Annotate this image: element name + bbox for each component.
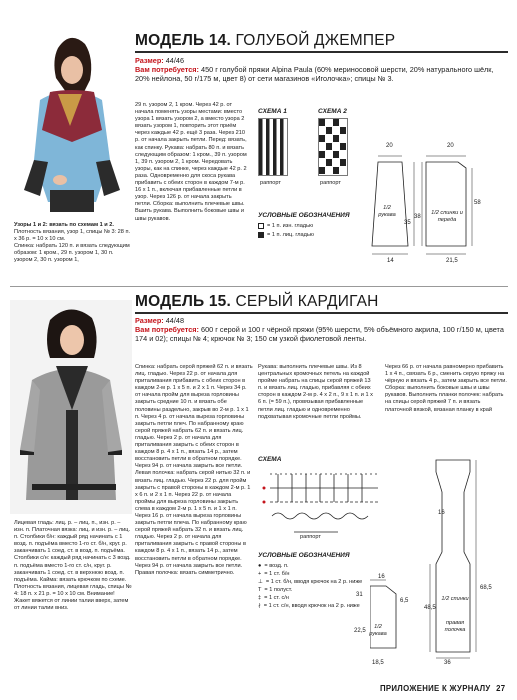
single-crochet-icon: + bbox=[258, 571, 262, 577]
model15-crochet-chart bbox=[258, 466, 388, 540]
m15-dim-6-5: 6,5 bbox=[400, 598, 409, 604]
model15-garment-diagram bbox=[370, 452, 508, 664]
legend-dc-below: ∤ = 1 ст. с/н, вводя крючок на 2 р. ниже bbox=[258, 603, 360, 609]
model14-instructions: 29 п. узором 2, 1 кром. Через 42 р. от начала поменять узоры местами: вместо узора 1 вязать узором 2, а вместо узора 2 вязать узором 1, повторить этот приём через каждые 42 р. ещё 3 раза. Через 210 р. от начала закрыть петли. Перед: вязать, как спинку. Рукава: набрать 80 п. и вязать следующим образом: 1 кром., 39 п. узором 1, 39 п. узором 2, 1 кром. Чередовать узоры, как на спинке, через каждые 42 р. 2 раза. Одновременно для скоса рукава прибавить с обеих сторон в каждом 7-м р. 16 х 1 п., включая прибавленные петли в узор. Через 126 р. от начала закрыть петли. Сборка: выполнить плечевые швы. Вшить рукава. Выполнить боковые швы и швы рукавов. bbox=[135, 102, 247, 222]
model14-patterns: Узоры 1 и 2: вязать по схемам 1 и 2. bbox=[14, 222, 114, 228]
model14-scheme1-grid bbox=[258, 118, 288, 176]
model15-size-label: Размер: bbox=[135, 316, 164, 325]
model15-need-label: Вам потребуется: bbox=[135, 325, 199, 335]
model14-back-start: Спинка: набрать 120 п. и вязать следующим образом: 1 кром., 29 п. узором 1, 30 п. узором 2, 30 п. узором 1, bbox=[14, 243, 130, 264]
model14-title-number: МОДЕЛЬ 14. bbox=[135, 32, 232, 49]
model15-middle-column bbox=[135, 364, 253, 577]
model14-photo bbox=[10, 30, 132, 212]
model15-title-number: МОДЕЛЬ 15. bbox=[135, 293, 232, 310]
model15-size-value: 44/48 bbox=[165, 316, 185, 325]
footer-label: ПРИЛОЖЕНИЕ К ЖУРНАЛУ bbox=[380, 684, 491, 693]
model14-legend-purl: = 1 п. изн. гладью bbox=[258, 222, 313, 230]
m15-dim-16b: 16 bbox=[378, 574, 385, 580]
m15-dim-36: 36 bbox=[444, 660, 451, 666]
m15-sleeve-label: 1/2 рукава bbox=[369, 624, 387, 638]
m15-dim-31: 31 bbox=[356, 592, 363, 598]
model15-rapport: раппорт bbox=[300, 534, 321, 540]
m15-back-label: 1/2 спинки bbox=[441, 596, 469, 602]
model15-right-column-a bbox=[258, 364, 376, 421]
model14-middle-column bbox=[135, 102, 247, 223]
model14-scheme1-title: СХЕМА 1 bbox=[258, 108, 287, 115]
model14-left-column bbox=[14, 222, 132, 265]
m14-dim-20a: 20 bbox=[386, 143, 393, 149]
model14-specs bbox=[135, 56, 507, 84]
model15-left-column bbox=[14, 520, 132, 612]
model14-scheme2-rapport: раппорт bbox=[320, 180, 341, 186]
model15-legend-title: УСЛОВНЫЕ ОБОЗНАЧЕНИЯ bbox=[258, 552, 350, 559]
model14-title bbox=[135, 32, 395, 50]
section-divider bbox=[10, 286, 508, 287]
purl-symbol-icon bbox=[258, 223, 264, 229]
legend-sc-below: ⊥ = 1 ст. б/н, вводя крючок на 2 р. ниже bbox=[258, 579, 363, 585]
m14-dim-38: 38 bbox=[414, 214, 421, 220]
single-crochet-below-icon: ⊥ bbox=[258, 579, 263, 585]
model14-need-value: 450 г голубой пряжи Alpina Paula (60% мериносовой шерсти, 20% натурального шёлк, 20% нейлона, 50 г/175 м, цвет 8) от сети магазинов «Иголочка»; спицы № 3. bbox=[135, 65, 494, 84]
m15-front-label: правая полочка bbox=[444, 620, 466, 634]
model14-gauge: Плотность вязания, узор 1, спицы № 3: 28 п. х 36 р. = 10 х 10 см. bbox=[14, 229, 131, 243]
m14-dim-21-5: 21,5 bbox=[446, 258, 458, 264]
m14-dim-20b: 20 bbox=[447, 143, 454, 149]
double-crochet-icon: ‡ bbox=[258, 595, 262, 601]
model15-specs bbox=[135, 316, 507, 344]
model14-size-label: Размер: bbox=[135, 56, 164, 65]
model15-stitches: Лицевая гладь: лиц. р. – лиц. п., изн. р. – изн. п. Платочная вязка: лиц. и изн. р. – лиц. п. Столбики б/н: каждый ряд начинать с 1 возд. п. подъёма вместо 1-го ст. б/н, круг. р. заканчивать 1 соед. ст. в возд. п. подъёма. Столбики с/н: каждый ряд начинать с 3 возд. п. подъёма вместо 1-го ст. с/н, круг. р. заканчивать 1 соед. ст. в верхнюю возд. п. подъёма. Кайма: вязать крючком по схеме. Плотность вязания, лицевая гладь, спицы № 4: 18 п. х 21 р. = 10 х 10 см. Внимание! Жакет вяжется от линии талии вверх, затем от линии талии вниз. bbox=[14, 520, 132, 612]
model15-sleeves: Рукава: выполнить плечевые швы. Из 8 центральных кромочных петель на каждой пройме набрать на спицы серой пряжей 13 п. и вязать лиц. гладью, прибавляя с обеих сторон в каждом 2-м р. 4 х 2 п., 9 х 1 п. и 1 х 6 п. (= 59 п.), провязывая прибавленные петли лиц. гладью и одновременно подхватывая кромочные петли проймы. bbox=[258, 364, 373, 420]
model15-instructions: Спинка: набрать серой пряжей 62 п. и вязать лиц. гладью. Через 22 р. от начала для приталивания прибавить с обеих сторон в каждом 2-м р. 1 х 5 п. и 2 х 1 п. Через 34 р. от начала пройм для выреза горловины закрыть средние 10 п. и вязать обе половины раздельно, закрыв во 2-м р. 1 х 1 п. Через 4 р. от начала выреза горловины закрыть петли плеч. По набранному краю серой пряжей набрать 62 п. и вязать лиц. гладью. Через 2 р. от начала для приталивания закрыть с обеих сторон в каждом 8 р. 4 х 1 п., вязать 14 р., затем восстановить петли в обратном порядке. Через 94 р. от начала закрыть все петли. Левая полочка: набрать серой нитью 32 п. и вязать лиц. гладью. Через 22 р. для пройм закрыть с правой стороны в каждом 2-м р. 1 х 6 п. и 2 х 1 п. Через 22 р. от начала проймы для выреза горловины закрыть слева в каждом 2-м р. 1 х 5 п. и 1 х 1 п. Через 16 р. от начала выреза горловины закрыть петли плеча. По набранному краю серой пряжей набрать 32 п. и вязать лиц. гладью. Через 2 р. от начала для приталивания закрыть с правой стороны в каждом 8 р. 4 х 1 п., вязать 14 р., затем восстановить петли в обратном порядке. Через 94 р. от начала закрыть все петли. Правая полочка: вязать симметрично. bbox=[135, 364, 253, 576]
m14-dim-14: 14 bbox=[387, 258, 394, 264]
m14-back-label: 1/2 спинки и переда bbox=[431, 210, 463, 224]
page-footer bbox=[380, 684, 505, 693]
m14-dim-35: 35 bbox=[404, 220, 411, 226]
model15-need-value: 600 г серой и 100 г чёрной пряжи (95% шерсти, 5% объёмного акрила, 100 г/150 м, цвета 174 и 02); спицы № 4; крючок № 3; 150 см узкой фиолетовой ленты. bbox=[135, 325, 504, 344]
model14-scheme2-title: СХЕМА 2 bbox=[318, 108, 347, 115]
model15-scheme-title: СХЕМА bbox=[258, 456, 282, 463]
model14-scheme1-rapport: раппорт bbox=[260, 180, 281, 186]
model14-scheme2-grid bbox=[318, 118, 348, 176]
m14-sleeve-label: 1/2 рукава bbox=[378, 205, 396, 219]
double-crochet-below-icon: ∤ bbox=[258, 603, 261, 609]
model15-legend-list bbox=[258, 562, 368, 610]
m14-dim-58: 58 bbox=[474, 200, 481, 206]
legend-hdc: T = 1 полуст. bbox=[258, 587, 293, 593]
model15-title-rule bbox=[135, 312, 508, 314]
m15-dim-18-5: 18,5 bbox=[372, 660, 384, 666]
legend-chain: ● = возд. п. bbox=[258, 563, 289, 569]
m15-dim-68-5: 68,5 bbox=[480, 585, 492, 591]
knit-symbol-icon bbox=[258, 232, 264, 238]
model14-title-name: ГОЛУБОЙ ДЖЕМПЕР bbox=[235, 32, 396, 49]
model14-legend-title: УСЛОВНЫЕ ОБОЗНАЧЕНИЯ bbox=[258, 212, 350, 219]
half-double-icon: T bbox=[258, 587, 262, 593]
page-number: 27 bbox=[496, 684, 506, 693]
model15-title-name: СЕРЫЙ КАРДИГАН bbox=[235, 293, 379, 310]
m15-dim-22-5: 22,5 bbox=[354, 628, 366, 634]
legend-dc: ‡ = 1 ст. с/н bbox=[258, 595, 289, 601]
model15-title bbox=[135, 293, 379, 311]
model14-legend-knit: = 1 п. лиц. гладью bbox=[258, 231, 314, 239]
model15-right-column-b bbox=[385, 364, 507, 414]
model15-assembly: Через 66 р. от начала равномерно прибавить 1 х 4 п., связать 6 р., сменить серую пряжу на чёрную и вязать 4 р., затем закрыть все петли. Сборка: выполнить боковые швы и швы рукавов. Выполнить планки полочек: набрать на спицы серой пряжей 7 п. и вязать платочной вязкой, вязаная планку в край bbox=[385, 364, 507, 413]
chain-stitch-icon: ● bbox=[258, 563, 262, 569]
m15-dim-48-5: 48,5 bbox=[424, 605, 436, 611]
model14-size-value: 44/46 bbox=[165, 56, 185, 65]
model15-photo bbox=[10, 300, 132, 514]
m15-dim-16a: 16 bbox=[438, 510, 445, 516]
model14-title-rule bbox=[135, 51, 508, 53]
legend-sc: + = 1 ст. б/н bbox=[258, 571, 290, 577]
model14-need-label: Вам потребуется: bbox=[135, 65, 199, 75]
